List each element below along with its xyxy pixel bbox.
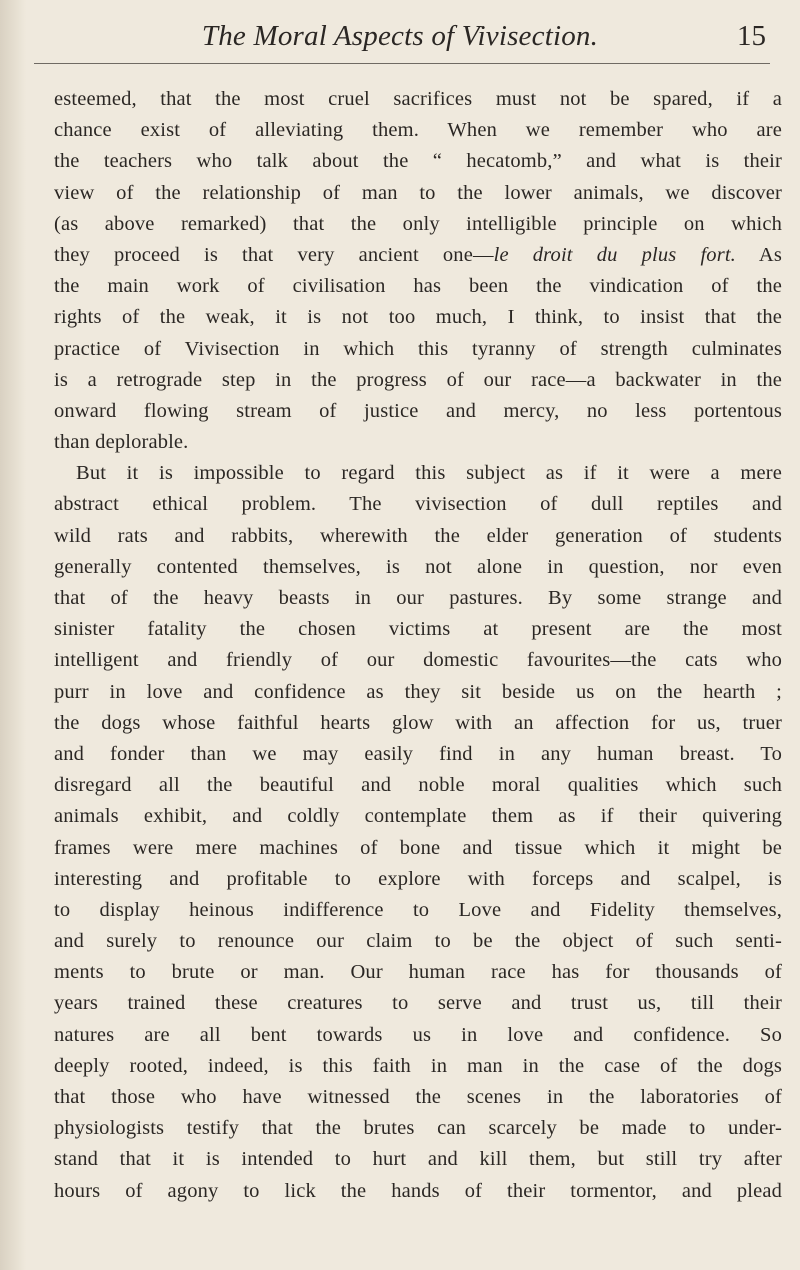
- running-title: The Moral Aspects of Vivisection.: [201, 20, 599, 52]
- text-line: esteemed, that the most cruel sacrifices must not be spared, if a: [54, 88, 782, 110]
- page-number: 15: [737, 20, 766, 52]
- text-line: intelligent and friendly of our domestic favourites—the cats who: [54, 649, 782, 672]
- text-line: and surely to renounce our claim to be the object of such senti-: [54, 930, 782, 953]
- text-segment: As: [735, 243, 782, 266]
- text-line: generally contented themselves, is not alone in question, nor even: [54, 555, 782, 578]
- text-line: view of the relationship of man to the lower animals, we discover: [54, 181, 782, 204]
- text-line: ments to brute or man. Our human race has for thousands of: [54, 961, 782, 984]
- text-line: animals exhibit, and coldly contemplate them as if their quivering: [54, 805, 782, 828]
- text-line: that those who have witnessed the scenes in the laboratories of: [54, 1086, 782, 1108]
- text-line: that of the heavy beasts in our pastures. By some strange and: [54, 587, 782, 609]
- text-line-with-italic: [54, 240, 782, 271]
- text-line: than deplorable.: [54, 431, 189, 454]
- text-line: interesting and profitable to explore with forceps and scalpel, is: [54, 867, 782, 890]
- text-line: (as above remarked) that the only intelligible principle on which: [54, 212, 782, 235]
- text-line: physiologists testify that the brutes can scarcely be made to under-: [54, 1117, 782, 1140]
- text-line: deeply rooted, indeed, is this faith in man in the case of the dogs: [54, 1054, 782, 1077]
- body-text: [54, 84, 782, 1207]
- text-line: abstract ethical problem. The vivisection of dull reptiles and: [54, 493, 782, 516]
- text-line: But it is impossible to regard this subject as if it were a mere: [76, 462, 782, 485]
- text-line: and fonder than we may easily find in any human breast. To: [54, 742, 782, 765]
- text-line: wild rats and rabbits, wherewith the elder generation of students: [54, 524, 782, 547]
- text-line: to display heinous indifference to Love and Fidelity themselves,: [54, 898, 782, 921]
- text-line: disregard all the beautiful and noble moral qualities which such: [54, 774, 782, 797]
- header-rule: [34, 63, 770, 64]
- text-line: practice of Vivisection in which this tyranny of strength culminates: [54, 337, 782, 360]
- binding-gutter-shadow: [0, 0, 26, 1270]
- running-head: [0, 14, 800, 58]
- text-line: years trained these creatures to serve and trust us, till their: [54, 992, 782, 1015]
- text-line: hours of agony to lick the hands of their tormentor, and plead: [54, 1179, 782, 1202]
- text-line: chance exist of alleviating them. When we remember who are: [54, 119, 782, 142]
- text-line: is a retrograde step in the progress of our race—a backwater in the: [54, 368, 782, 391]
- text-line: the teachers who talk about the “ hecatomb,” and what is their: [54, 150, 782, 173]
- text-line: stand that it is intended to hurt and kill them, but still try after: [54, 1148, 782, 1171]
- text-line: frames were mere machines of bone and tissue which it might be: [54, 836, 782, 859]
- text-segment: they proceed is that very ancient one—: [54, 243, 494, 266]
- text-line: sinister fatality the chosen victims at present are the most: [54, 618, 782, 641]
- text-line: the main work of civilisation has been the vindication of the: [54, 275, 782, 298]
- text-line: purr in love and confidence as they sit beside us on the hearth ;: [54, 680, 782, 703]
- text-line: the dogs whose faithful hearts glow with an affection for us, truer: [54, 711, 782, 734]
- text-line: onward flowing stream of justice and mercy, no less portentous: [54, 399, 782, 422]
- italic-phrase: le droit du plus fort.: [493, 243, 736, 266]
- text-line: natures are all bent towards us in love and confidence. So: [54, 1023, 782, 1046]
- text-line: rights of the weak, it is not too much, I think, to insist that the: [54, 306, 782, 329]
